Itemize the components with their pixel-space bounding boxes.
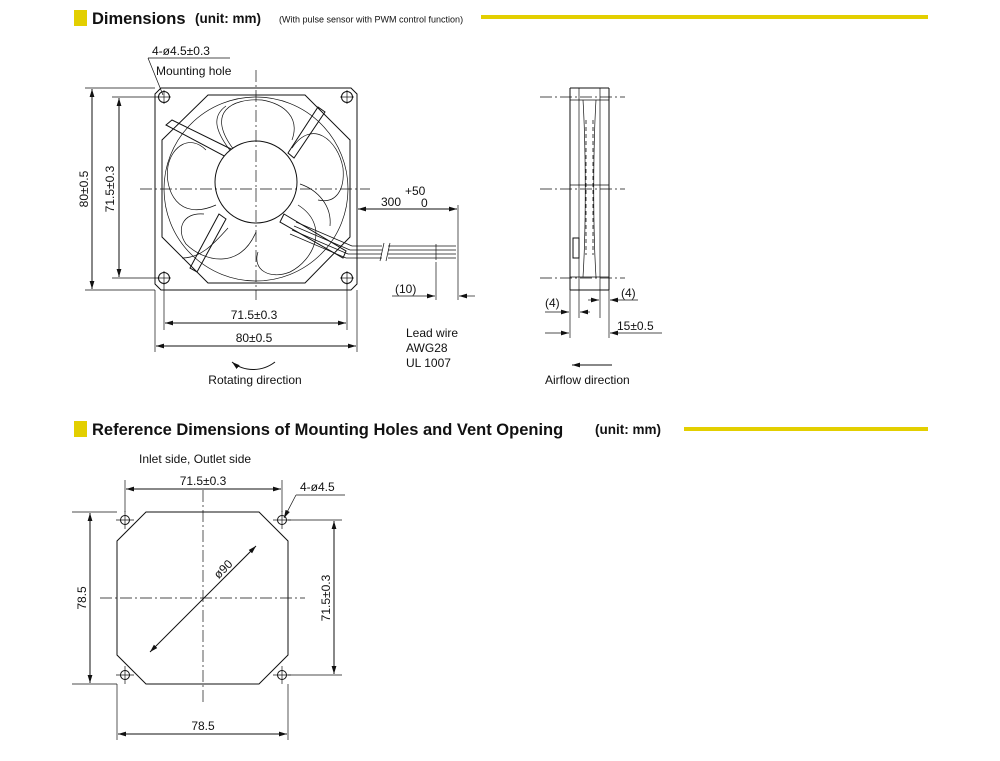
section1-accent-square [74, 10, 87, 26]
dim-lead-length: 300 [381, 195, 402, 209]
section1-accent-bar [481, 15, 928, 19]
dim-lead-tol-minus: 0 [421, 196, 428, 210]
section1-unit: (unit: mm) [195, 11, 261, 26]
vent-opening-view [100, 490, 305, 705]
callout-hole-label: Mounting hole [156, 64, 232, 78]
section1-note: (With pulse sensor with PWM control function) [279, 14, 464, 25]
dim-outer-height: 80±0.5 [77, 170, 91, 208]
dim-top-pitch: 71.5±0.3 [179, 474, 227, 488]
dim-bottom-width: 78.5 [191, 719, 215, 733]
fan-front-view [140, 70, 370, 300]
section2-accent-square [74, 421, 87, 437]
side-dim-left: (4) [545, 296, 560, 310]
airflow-direction-label: Airflow direction [545, 373, 630, 387]
dim-pitch-width: 71.5±0.3 [230, 308, 278, 322]
fan-side-view [540, 88, 625, 290]
dim-strip-length: (10) [395, 282, 417, 296]
dim-right-pitch: 71.5±0.3 [319, 574, 333, 622]
side-dim-right: (4) [621, 286, 636, 300]
section2-unit: (unit: mm) [595, 422, 661, 437]
section1-title: Dimensions [92, 10, 186, 28]
section2-title: Reference Dimensions of Mounting Holes and Vent Opening [92, 421, 564, 439]
dim-diameter: ø90 [210, 556, 236, 582]
dim-left-height: 78.5 [75, 586, 89, 610]
section2-accent-bar [684, 427, 928, 431]
callout-holes: 4-ø4.5 [300, 480, 335, 494]
section2-subtitle: Inlet side, Outlet side [139, 452, 252, 466]
lead-wire-standard: UL 1007 [406, 356, 451, 370]
dim-lead-tol-plus: +50 [405, 184, 426, 198]
lead-wire-title: Lead wire [406, 326, 459, 340]
dim-pitch-height: 71.5±0.3 [103, 165, 117, 213]
rotating-direction-label: Rotating direction [208, 373, 302, 387]
lead-wire-gauge: AWG28 [406, 341, 448, 355]
callout-hole-dim: 4-ø4.5±0.3 [152, 44, 210, 58]
dim-outer-width: 80±0.5 [235, 331, 273, 345]
side-depth: 15±0.5 [617, 319, 654, 333]
